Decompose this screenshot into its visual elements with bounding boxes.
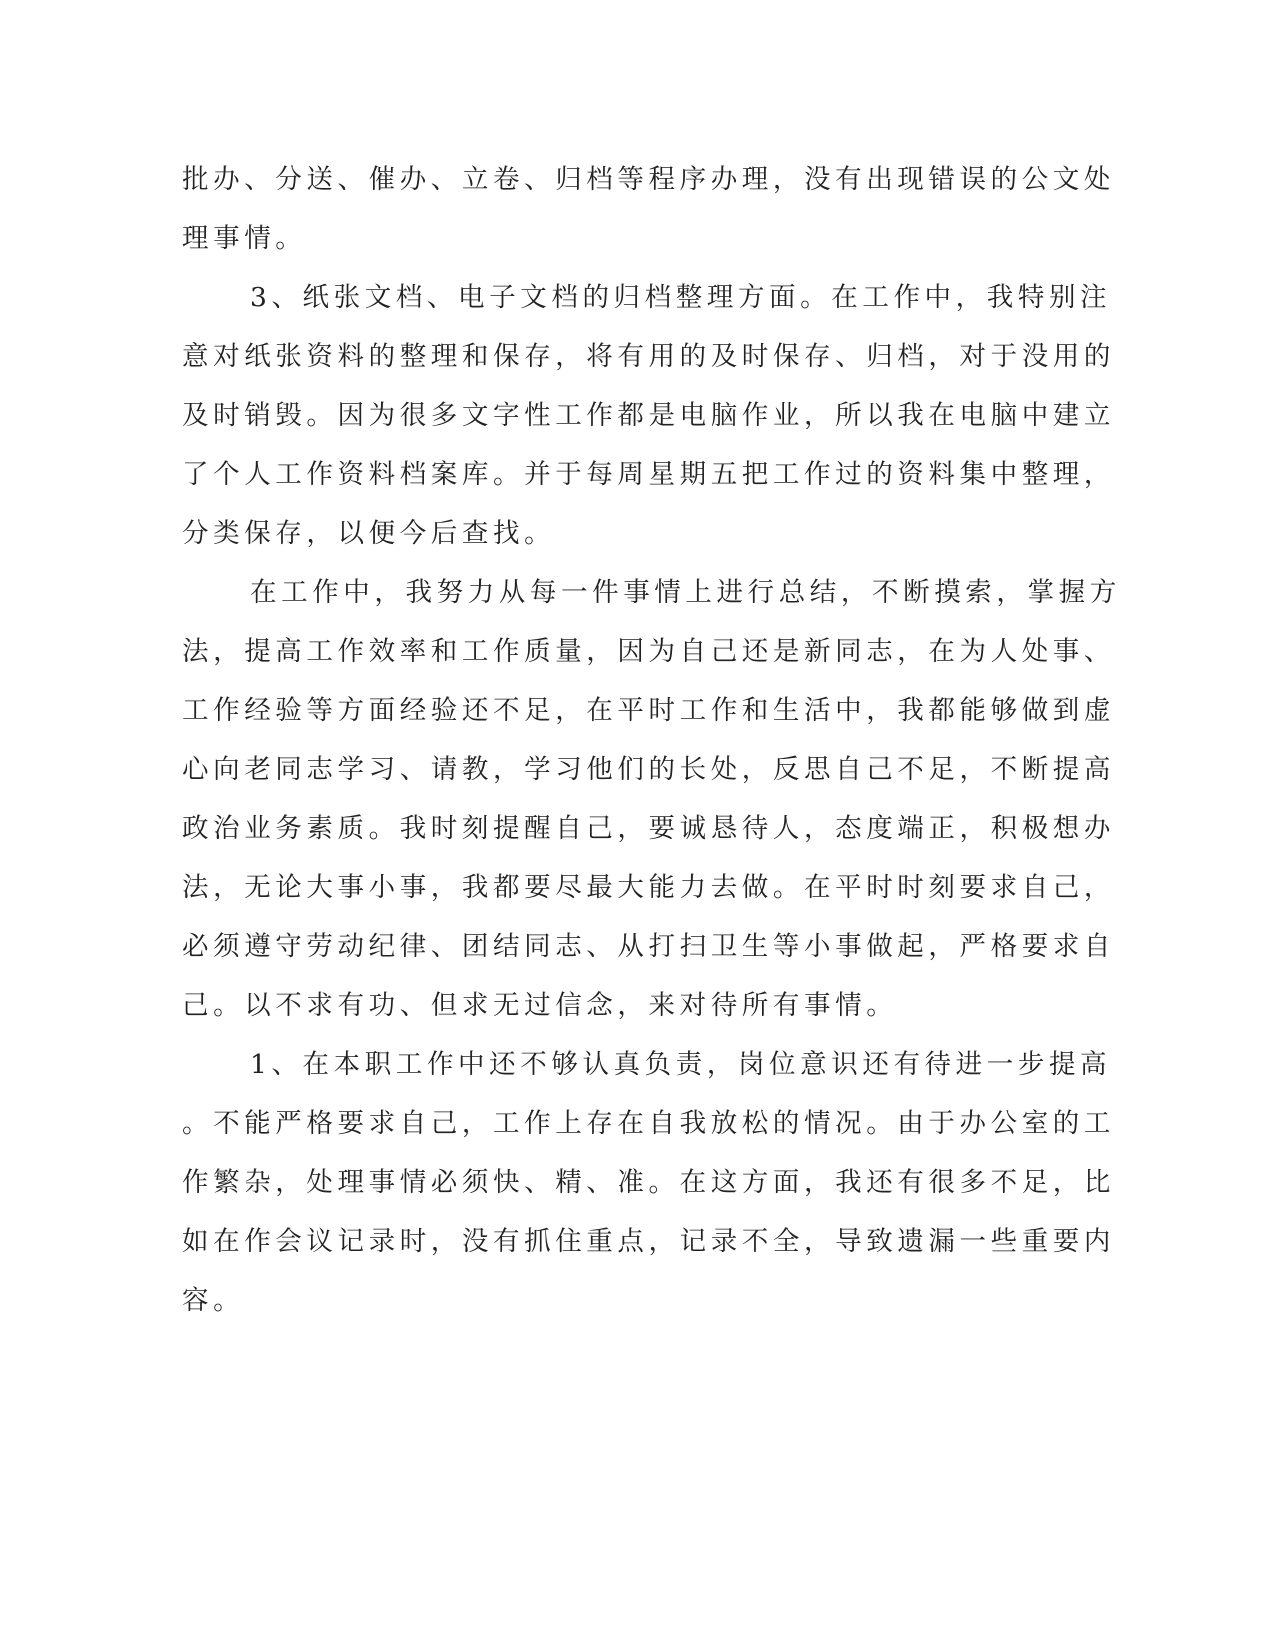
text-line: 批办、分送、催办、立卷、归档等程序办理，没有出现错误的公文处 — [182, 164, 1115, 195]
text-line: 心向老同志学习、请教，学习他们的长处，反思自己不足，不断提高 — [182, 754, 1115, 785]
text-line: 作繁杂，处理事情必须快、精、准。在这方面，我还有很多不足，比 — [182, 1167, 1115, 1198]
text-line: 法，提高工作效率和工作质量，因为自己还是新同志，在为人处事、 — [182, 636, 1115, 667]
text-line: 必须遵守劳动纪律、团结同志、从打扫卫生等小事做起，严格要求自 — [182, 931, 1115, 962]
text-line: 分类保存，以便今后查找。 — [182, 518, 556, 549]
text-line: 。不能严格要求自己，工作上存在自我放松的情况。由于办公室的工 — [182, 1108, 1115, 1139]
paragraph-start-line: 在工作中，我努力从每一件事情上进行总结，不断摸索，掌握方 — [250, 577, 1121, 608]
text-line: 容。 — [182, 1285, 245, 1316]
text-line: 工作经验等方面经验还不足，在平时工作和生活中，我都能够做到虚 — [182, 695, 1115, 726]
text-line: 己。以不求有功、但求无过信念，来对待所有事情。 — [182, 990, 898, 1021]
paragraph-start-line: 1、在本职工作中还不够认真负责，岗位意识还有待进一步提高 — [250, 1049, 1112, 1080]
text-line: 及时销毁。因为很多文字性工作都是电脑作业，所以我在电脑中建立 — [182, 400, 1115, 431]
text-line: 意对纸张资料的整理和保存，将有用的及时保存、归档，对于没用的 — [182, 341, 1115, 372]
paragraph-start-line: 3、纸张文档、电子文档的归档整理方面。在工作中，我特别注 — [250, 282, 1112, 313]
text-line: 理事情。 — [182, 223, 307, 254]
text-line: 法，无论大事小事，我都要尽最大能力去做。在平时时刻要求自己， — [182, 872, 1115, 903]
text-line: 了个人工作资料档案库。并于每周星期五把工作过的资料集中整理， — [182, 459, 1115, 490]
text-line: 如在作会议记录时，没有抓住重点，记录不全，导致遗漏一些重要内 — [182, 1226, 1115, 1257]
text-line: 政治业务素质。我时刻提醒自己，要诚恳待人，态度端正，积极想办 — [182, 813, 1115, 844]
